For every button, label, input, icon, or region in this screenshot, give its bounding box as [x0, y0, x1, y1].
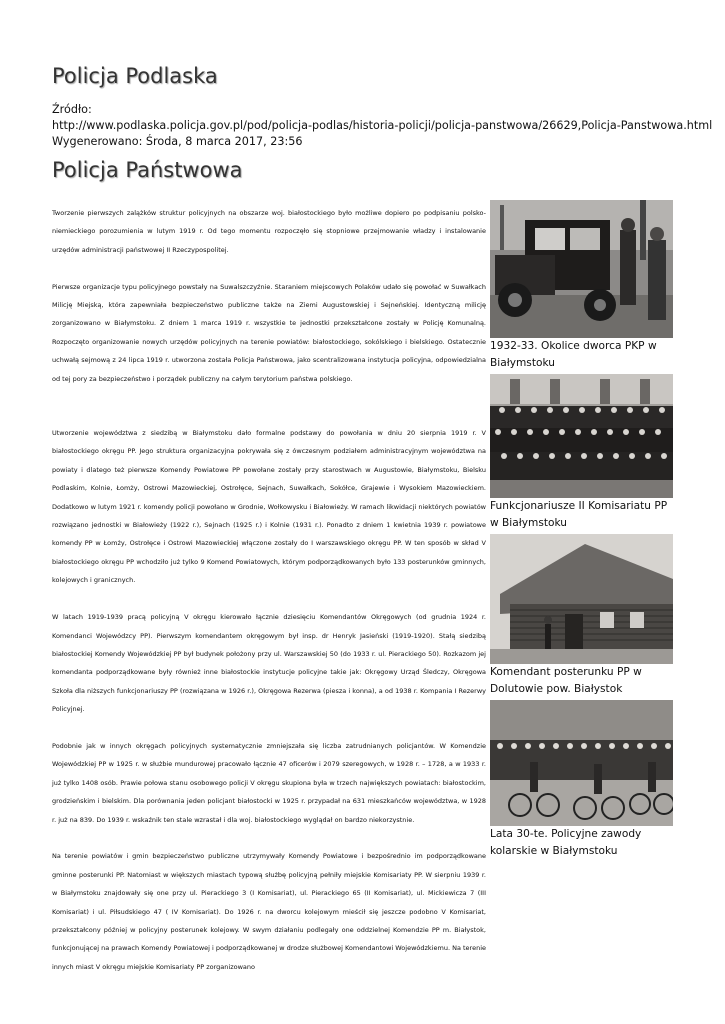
paragraph: Podobnie jak w innych okręgach policyjnych systematycznie zmniejszała się liczba zatrudnianych policjantów. W Komendzie Wojewódzkiej PP w 1925 r. w służbie mundurowej pracowało łącznie 47 oficerów i 2079 szeregowych, w 1928 r. – 1728, a w 1933 r. już tylko 1408 osób. Prawie połowa stanu osobowego policji V okręgu skupiona była w trzech największych powiatach: białostockim, grodzieńskim i bielskim. Dla porównania jeden policjant białostocki w 1925 r. przypadał na 631 mieszkańców województwa, w 1928 r. już na 839. Do 1939 r. wskaźnik ten stale wzrastał i dla woj. białostockiego wyglądał on bardzo niekorzystnie.	[52, 741, 486, 824]
paragraph: Tworzenie pierwszych zalążków struktur policyjnych na obszarze woj. białostockiego było możliwe dopiero po podpisaniu polsko-niemieckiego porozumienia w lutym 1919 r. Od tego momentu rozpoczęło się stopniowe przejmowanie władzy i instalowanie urzędów administracji państwowej II Rzeczypospolitej.	[52, 209, 486, 254]
generated-date: Wygenerowano: Środa, 8 marca 2017, 23:56	[52, 135, 303, 148]
photo-officers-group	[490, 374, 673, 498]
article-body	[52, 204, 486, 995]
site-title: Policja Podlaska	[52, 64, 218, 88]
source-meta	[52, 102, 712, 150]
article-title: Policja Państwowa	[52, 158, 243, 182]
source-url[interactable]: http://www.podlaska.policja.gov.pl/pod/policja-podlas/historia-policji/policja-panstwowa/26629,Policja-Panstwowa.html	[52, 119, 713, 132]
photo-caption: 1932-33. Okolice dworca PKP w Białymstoku	[490, 340, 657, 369]
photo-car	[490, 200, 673, 338]
paragraph: Pierwsze organizacje typu policyjnego powstały na Suwalszczyźnie. Staraniem miejscowych Polaków udało się powołać w Suwałkach Milicję Miejską, która zapewniała bezpieczeństwo publiczne także na Ziemi Augustowskiej i Sejneńskiej. Identyczną milicję zorganizowano w Białymstoku. Z dniem 1 marca 1919 r. wszystkie te jednostki przekształcone zostały w Policję Komunalną. Rozpoczęto organizowanie nowych urzędów policyjnych na terenie powiatów: białostockiego, sokólskiego i bielskiego. Ostatecznie uchwałą sejmową z 24 lipca 1919 r. utworzona została Policja Państwowa, jako scentralizowana instytucja policyjna, odpowiedzialna od tej pory za bezpieczeństwo i porządek publiczny na całym terytorium państwa polskiego.	[52, 282, 486, 383]
photo-cycling	[490, 700, 673, 826]
photo-post-building	[490, 534, 673, 664]
photo-caption: Funkcjonariusze II Komisariatu PP w Białymstoku	[490, 500, 668, 529]
photo-caption: Komendant posterunku PP w Dolutowie pow. Białystok	[490, 666, 642, 695]
paragraph: Na terenie powiatów i gmin bezpieczeństwo publiczne utrzymywały Komendy Powiatowe i bezpośrednio im podporządkowane gminne posterunki PP. Natomiast w większych miastach typową służbę policyjną pełniły miejskie Komisariaty PP. W sierpniu 1939 r. w Białymstoku znajdowały się one przy ul. Pierackiego 3 (I Komisariat), ul. Pierackiego 65 (II Komisariat), ul. Mickiewicza 7 (III Komisariat) i ul. Piłsudskiego 47 ( IV Komisariat). Do 1926 r. na dworcu kolejowym mieścił się jeszcze podobno V Komisariat, przekształcony później w policyjny posterunek kolejowy. W swym działaniu podlegały one oddzielnej Komendzie PP m. Białystok, funkcjonującej na prawach Komendy Powiatowej i podporządkowanej w drodze służbowej Komendantowi Wojewódzkiemu. Na terenie innych miast V okręgu miejskie Komisariaty PP zorganizowano	[52, 852, 486, 971]
paragraph: W latach 1919-1939 pracą policyjną V okręgu kierowało łącznie dziesięciu Komendantów Okręgowych (od grudnia 1924 r. Komendanci Wojewódzcy PP). Pierwszym komendantem okręgowym był insp. dr Henryk Jasieński (1919-1920). Stałą siedzibą białostockiej Komendy Wojewódzkiej PP był budynek położony przy ul. Warszawskiej 50 (do 1933 r. ul. Pierackiego 50). Rozkazom jej komendanta podporządkowane były również inne białostockie instytucje policyjne takie jak: Okręgowy Urząd Śledczy, Okręgowa Szkoła dla niższych funkcjonariuszy PP (rozwiązana w 1926 r.), Okręgowa Rezerwa (piesza i konna), a od 1938 r. Kompania I Rezerwy Policyjnej.	[52, 613, 486, 714]
photo-caption: Lata 30-te. Policyjne zawody kolarskie w Białymstoku	[490, 828, 642, 857]
source-label: Źródło:	[52, 103, 92, 116]
paragraph: Utworzenie województwa z siedzibą w Białymstoku dało formalne podstawy do powołania w dniu 20 sierpnia 1919 r. V białostockiego okręgu PP. Jego struktura organizacyjna pokrywała się z ówczesnym podziałem administracyjnym województwa na powiaty i dlatego też pierwsze Komendy Powiatowe PP powołane zostały przy starostwach w Augustowie, Białymstoku, Bielsku Podlaskim, Kolnie, Łomży, Ostrowi Mazowieckiej, Ostrołęce, Sejnach, Suwałkach, Sokółce, Grajewie i Wysokiem Mazowieckiem. Dodatkowo w lutym 1921 r. komendy policji powołano w Grodnie, Wołkowysku i Białowieży. W ramach likwidacji niektórych powiatów rozwiązano jednostki w Białowieży (1922 r.), Sejnach (1925 r.) i Kolnie (1931 r.). Ponadto z dniem 1 kwietnia 1939 r. powiatowe komendy PP w Łomży, Ostrołęce i Ostrowi Mazowieckiej włączone zostały do I warszawskiego okręgu PP. W ten sposób w skład V białostockiego okręgu PP wchodziło już tylko 9 Komend Powiatowych, którym podporządkowanych było 133 posterunków gminnych, kolejowych i granicznych.	[52, 429, 486, 585]
photo-sidebar	[490, 200, 673, 860]
